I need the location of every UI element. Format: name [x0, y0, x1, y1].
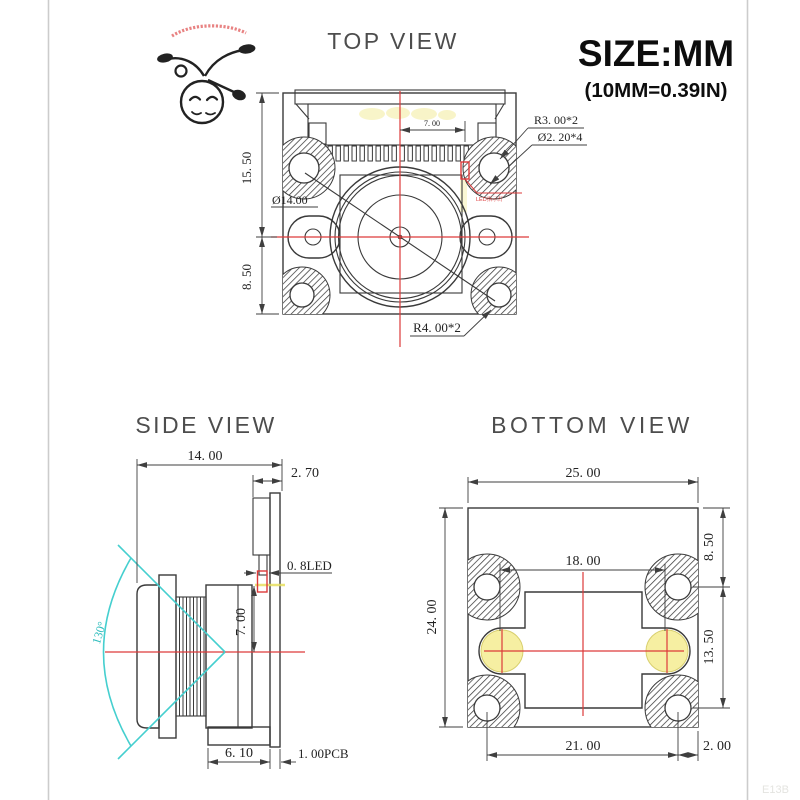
side-view-dimensions — [137, 449, 349, 769]
dim-top-to-hole: 8. 50 — [702, 533, 717, 561]
dim-fov-angle: 130° — [89, 619, 110, 646]
dim-connector-depth: 2. 70 — [291, 466, 319, 481]
dim-bottom-total-height: 24. 00 — [425, 599, 440, 635]
top-view-drawing — [239, 90, 587, 347]
connector-side — [253, 498, 270, 555]
side-view-drawing — [89, 449, 349, 769]
dim-hole-to-edge: 2. 00 — [703, 739, 731, 754]
dim-hole-span-vertical: 13. 50 — [702, 629, 717, 665]
dim-bottom-total-width: 25. 00 — [565, 466, 601, 481]
dim-bottom-radius: R4. 00*2 — [413, 320, 461, 335]
dim-lens-height: 7. 00 — [234, 608, 249, 636]
mascot-face — [181, 81, 223, 123]
pcb-side — [270, 493, 280, 747]
size-conversion-label: (10MM=0.39IN) — [584, 79, 728, 102]
bottom-view-title: BOTTOM VIEW — [491, 412, 693, 438]
dim-hole-span-horizontal: 21. 00 — [565, 739, 601, 754]
dim-height-lower: 8. 50 — [239, 264, 254, 290]
dim-total-width: 14. 00 — [187, 449, 223, 464]
led-note-text: LED指示灯 — [476, 197, 504, 203]
dim-led-hole-span: 18. 00 — [565, 554, 601, 569]
connector-pins — [328, 146, 468, 161]
top-view-title: TOP VIEW — [327, 28, 459, 54]
side-view-title: SIDE VIEW — [135, 412, 277, 438]
dim-height-upper: 15. 50 — [239, 151, 254, 185]
dim-barrel-length: 6. 10 — [225, 746, 253, 761]
size-unit-label: SIZE:MM — [577, 33, 735, 74]
dim-corner-radius: R3. 00*2 — [533, 113, 579, 127]
dim-pcb-thickness: 1. 00PCB — [298, 746, 349, 761]
logo-red-text-blur — [172, 26, 246, 36]
dim-lens-diameter: Ø14.00 — [272, 193, 308, 207]
watermark-text: E13B — [762, 784, 789, 796]
dim-mount-hole: Ø2. 20*4 — [537, 130, 583, 144]
mascot-logo — [156, 26, 256, 123]
bottom-view-drawing — [425, 466, 731, 761]
lens-assembly-side — [137, 493, 280, 747]
dim-led: 0. 8LED — [287, 558, 332, 573]
dim-pin-offset: 7. 00 — [424, 119, 440, 128]
